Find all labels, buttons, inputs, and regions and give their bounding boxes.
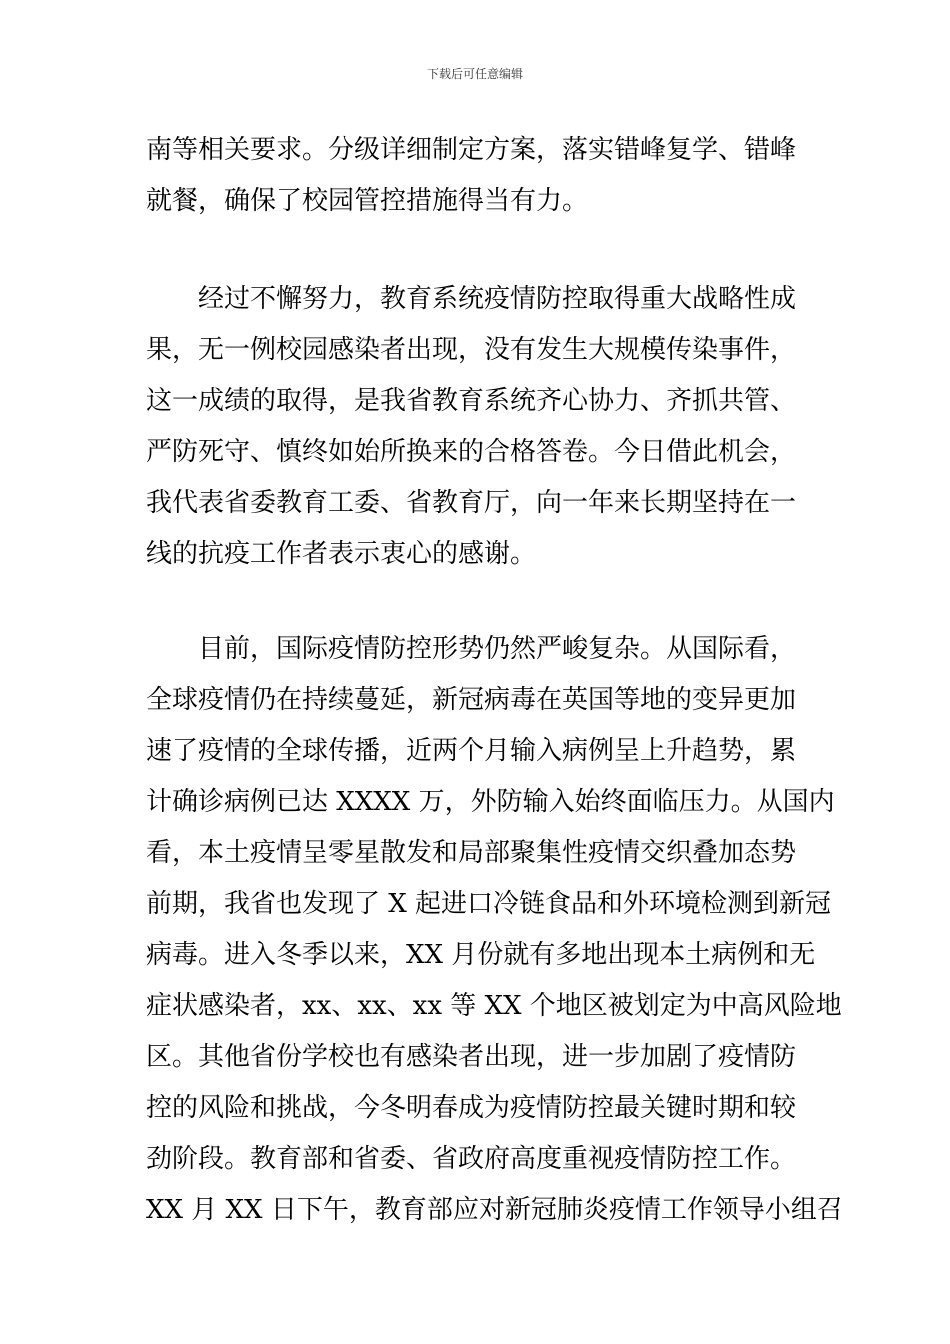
text-line: 南等相关要求。分级详细制定方案，落实错峰复学、错峰 [146, 135, 797, 165]
text-line: 症状感染者，xx、xx、xx 等 XX 个地区被划定为中高风险地 [146, 991, 842, 1021]
text-line: 计确诊病例已达 XXXX 万，外防输入始终面临压力。从国内 [146, 787, 835, 817]
text-line: XX 月 XX 日下午，教育部应对新冠肺炎疫情工作领导小组召 [146, 1195, 843, 1225]
page-header: 下载后可任意编辑 [426, 67, 523, 81]
paragraph-first-line: 目前，国际疫情防控形势仍然严峻复杂。从国际看， [198, 634, 797, 664]
text-line: 全球疫情仍在持续蔓延，新冠病毒在英国等地的变异更加 [146, 685, 797, 715]
text-line: 劲阶段。教育部和省委、省政府高度重视疫情防控工作。 [146, 1144, 797, 1174]
text-line: 区。其他省份学校也有感染者出现，进一步加剧了疫情防 [146, 1042, 797, 1072]
text-line: 严防死守、慎终如始所换来的合格答卷。今日借此机会， [146, 437, 797, 467]
text-line: 速了疫情的全球传播，近两个月输入病例呈上升趋势，累 [146, 736, 797, 766]
text-line: 就餐，确保了校园管控措施得当有力。 [146, 186, 589, 216]
text-line: 我代表省委教育工委、省教育厅，向一年来长期坚持在一 [146, 488, 797, 518]
text-line: 这一成绩的取得，是我省教育系统齐心协力、齐抓共管、 [146, 386, 797, 416]
text-line: 果，无一例校园感染者出现，没有发生大规模传染事件， [146, 335, 797, 365]
text-line: 线的抗疫工作者表示衷心的感谢。 [146, 539, 537, 569]
text-line: 前期，我省也发现了 X 起进口冷链食品和外环境检测到新冠 [146, 889, 832, 919]
text-line: 病毒。进入冬季以来，XX 月份就有多地出现本土病例和无 [146, 940, 816, 970]
text-line: 控的风险和挑战，今冬明春成为疫情防控最关键时期和较 [146, 1093, 797, 1123]
paragraph-first-line: 经过不懈努力，教育系统疫情防控取得重大战略性成 [198, 284, 797, 314]
text-line: 看，本土疫情呈零星散发和局部聚集性疫情交织叠加态势 [146, 838, 797, 868]
